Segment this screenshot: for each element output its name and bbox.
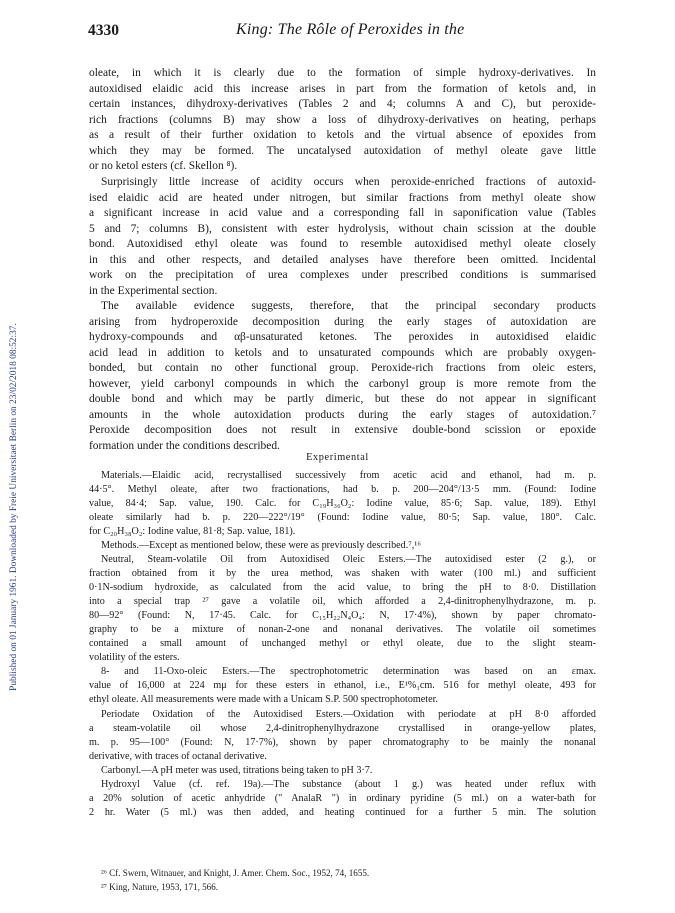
body-line: autoxidised elaidic acid this increase arises in part from the formation of ketols and, in: [89, 82, 596, 95]
body-line: a significant increase in acid value and a corresponding fall in saponification value (Tables: [89, 207, 596, 219]
body-line: 5 and 7; columns B), consistent with ester hydrolysis, without chain scission at the double: [89, 222, 596, 235]
experimental-line: 8- and 11-Oxo-oleic Esters.—The spectrophotometric determination was based on an εmax.: [101, 666, 596, 677]
experimental-line: Materials.—Elaidic acid, recrystallised successively from acetic acid and ethanol, had m. p.: [101, 470, 596, 481]
body-line: hydroxy-compounds and αβ-unsaturated ketones. The peroxides in autoxidised elaidic: [89, 331, 596, 343]
body-line: arising from hydroperoxide decomposition during the early stages of autoxidation are: [89, 315, 596, 328]
body-line: in this and other respects, and detailed analyses have therefore been omitted. Incidental: [89, 253, 596, 266]
body-line: double bond and which may be partly dimeric, but these do not appear in significant: [89, 393, 596, 405]
download-watermark: [4, 150, 18, 870]
experimental-line: Neutral, Steam-volatile Oil from Autoxidised Oleic Esters.—The autoxidised ester (2 g.), or: [101, 554, 596, 565]
body-line: however, yield carbonyl compounds in which the carbonyl group is more remote from the: [89, 377, 596, 390]
experimental-line: Carbonyl.—A pH meter was used, titrations being taken to pH 3·7.: [101, 765, 373, 776]
experimental-line: derivative, with traces of octanal derivative.: [89, 751, 267, 762]
body-line: The available evidence suggests, therefore, that the principal secondary products: [101, 300, 596, 312]
body-line: or no ketol esters (cf. Skellon ⁸).: [89, 160, 238, 172]
body-line: formation under the conditions described.: [89, 439, 280, 452]
body-line: certain instances, dihydroxy-derivatives (Tables 2 and 4; columns A and C), but peroxide-: [89, 98, 596, 110]
running-title: King: The Rôle of Peroxides in the: [236, 21, 465, 38]
body-line: ised elaidic acid are heated under nitrogen, but similar fractions from methyl oleate show: [89, 191, 596, 204]
experimental-line: contained a small amount of unchanged methyl or ethyl oleate, due to the slight steam-: [89, 638, 596, 649]
experimental-line: value, 84·4; Sap. value, 190. Calc. for C₁₉H₃₆O₂: Iodine value, 85·6; Sap. value, 189). Ethyl: [89, 498, 596, 509]
experimental-line: 0·1N-sodium hydroxide, as calculated from the acid value, to bring the pH to 8·0. Distillation: [89, 582, 596, 593]
body-line: as a result of their further oxidation to ketols and the virtual absence of epoxides from: [89, 129, 596, 141]
experimental-line: into a special trap ²⁷ gave a volatile oil, which afforded a 2,4-dinitrophenylhydrazone, m. p.: [89, 596, 596, 607]
body-line: bonded, but contain no other functional group. Peroxide-rich fractions from oleic esters,: [89, 362, 596, 374]
body-line: in the Experimental section.: [89, 284, 218, 297]
body-line: which they may be formed. The uncatalysed autoxidation of methyl oleate gave little: [89, 144, 596, 157]
experimental-line: value of 16,000 at 224 mμ for these esters in ethanol, i.e., E¹%₁cm. 516 for methyl oleate, 493 for: [89, 680, 596, 691]
experimental-line: 44·5°. Methyl oleate, after two fractionations, had b. p. 200—204°/13·5 mm. (Found: Iodine: [89, 484, 596, 495]
experimental-line: volatility of the esters.: [89, 652, 180, 663]
experimental-line: oleate similarly had b. p. 220—222°/19° (Found: Iodine value, 80·5; Sap. value, 180°. Calc.: [89, 512, 596, 523]
experimental-line: Hydroxyl Value (cf. ref. 19a).—The substance (about 1 g.) was heated under reflux with: [101, 779, 596, 790]
experimental-line: fraction obtained from it by the urea method, was shaken with water (100 ml.) and sufficient: [89, 568, 596, 579]
download-watermark-text: Published on 01 January 1961. Downloaded by Freie Universitaet Berlin on 23/02/2018 08:52:37.: [9, 323, 19, 691]
body-line: oleate, in which it is clearly due to the formation of simple hydroxy-derivatives. In: [89, 67, 596, 79]
footnote: ²⁶ Cf. Swern, Witnauer, and Knight, J. Amer. Chem. Soc., 1952, 74, 1655.: [101, 868, 370, 878]
experimental-line: m. p. 95—100° (Found: N, 17·7%), shown by paper chromatography to be mainly the nonanal: [89, 737, 596, 748]
body-line: amounts in the whole autoxidation products during the early stages of autoxidation.⁷: [89, 408, 596, 421]
section-heading: [0, 452, 675, 463]
experimental-line: for C₂₀H₃₈O₂: Iodine value, 81·8; Sap. value, 181).: [89, 526, 296, 537]
body-line: Peroxide decomposition does not result in extensive double-bond scission or epoxide: [89, 424, 596, 436]
experimental-line: Periodate Oxidation of the Autoxidised Esters.—Oxidation with periodate at pH 8·0 afforded: [101, 709, 596, 720]
body-line: bond. Autoxidised ethyl oleate was found to resemble autoxidised methyl oleate closely: [89, 238, 596, 250]
experimental-line: 80—92° (Found: N, 17·45. Calc. for C₁₅H₂₂N₄O₄: N, 17·4%), shown by paper chromato-: [89, 610, 596, 621]
body-line: rich fractions (columns B) may show a loss of dihydroxy-derivatives on heating, perhaps: [89, 113, 596, 126]
body-line: work on the precipitation of urea complexes under prescribed conditions is summarised: [89, 269, 596, 281]
experimental-line: 2 hr. Water (5 ml.) was then added, and heating continued for a further 5 min. The solution: [89, 807, 596, 818]
footnote: ²⁷ King, Nature, 1953, 171, 566.: [101, 882, 219, 892]
experimental-line: graphy to be a mixture of nonan-2-one and nonanal derivatives. The volatile oil sometimes: [89, 624, 596, 635]
experimental-line: a 20% solution of acetic anhydride (" AnalaR ") in ordinary pyridine (5 ml.) on a water-bath for: [89, 793, 596, 804]
body-line: acid lead in addition to ketols and to unsaturated compounds which are probably oxygen-: [89, 346, 596, 359]
experimental-line: Methods.—Except as mentioned below, these were as previously described.⁷,¹⁶: [101, 540, 421, 551]
page-number: 4330: [88, 22, 119, 39]
experimental-line: ethyl oleate. All measurements were made with a Unicam S.P. 500 spectrophotometer.: [89, 694, 438, 705]
section-title: Experimental: [306, 452, 369, 463]
body-line: Surprisingly little increase of acidity occurs when peroxide-enriched fractions of autoxid-: [101, 176, 596, 188]
experimental-line: a steam-volatile oil whose 2,4-dinitrophenylhydrazone crystallised in orange-yellow plates,: [89, 723, 596, 734]
